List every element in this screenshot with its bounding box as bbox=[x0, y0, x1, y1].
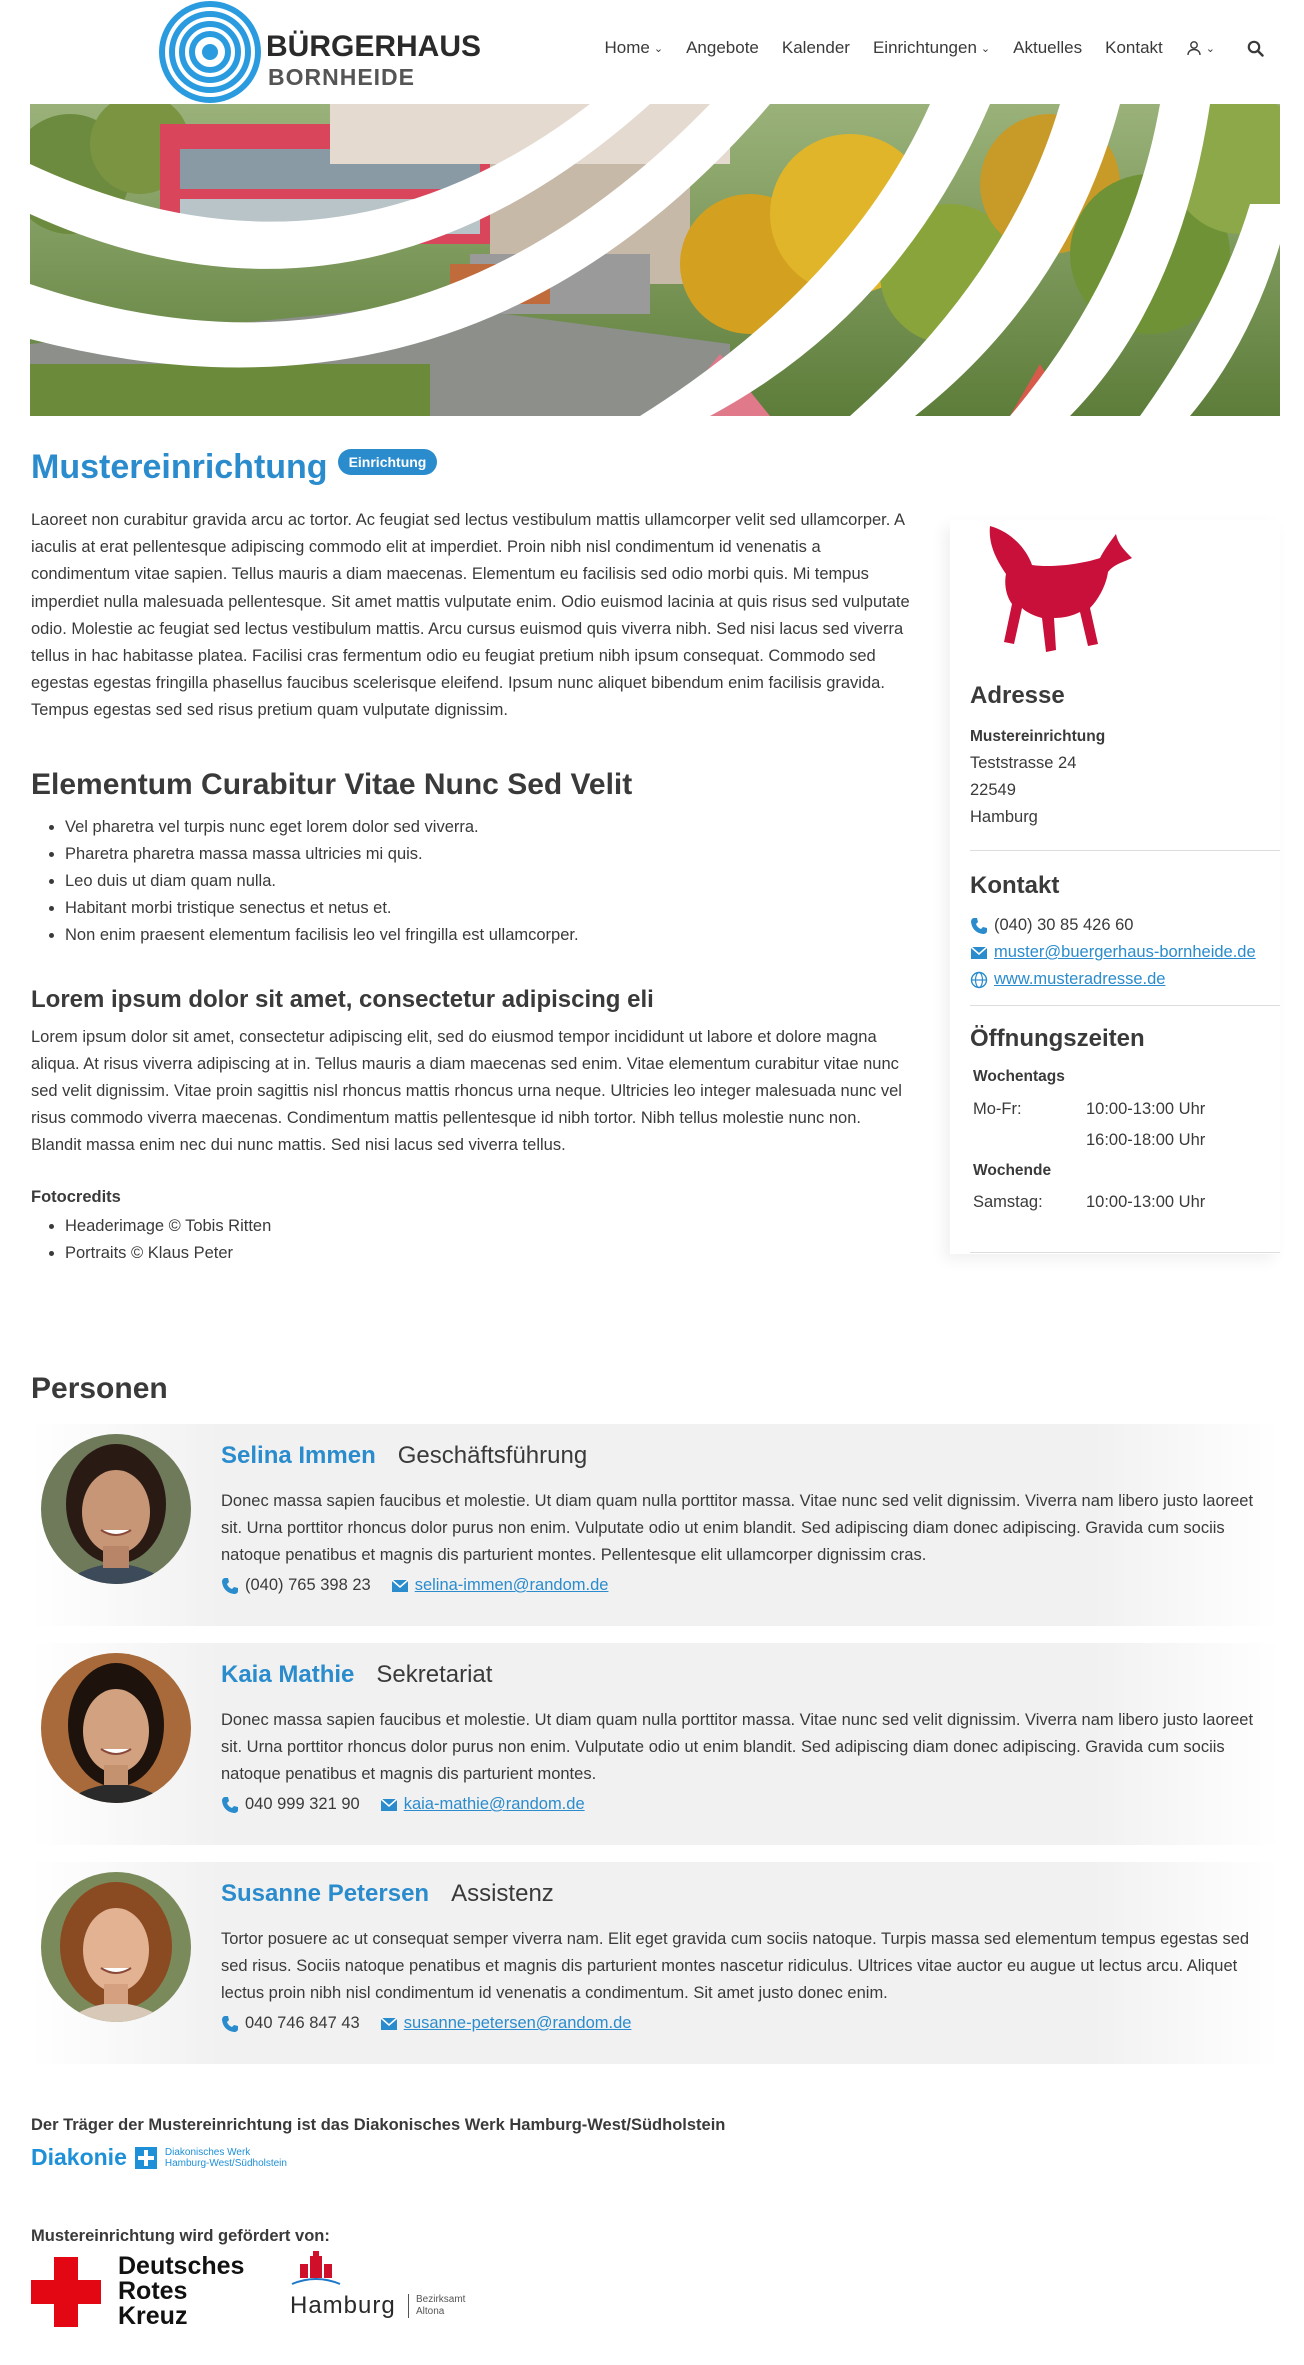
contact-email[interactable] bbox=[970, 939, 1256, 966]
person-name: Kaia Mathie bbox=[221, 1661, 355, 1688]
person-header bbox=[221, 1880, 554, 1908]
nav-label: Home bbox=[604, 38, 650, 57]
weekdays-label: Wochentags bbox=[973, 1068, 1065, 1085]
person-card bbox=[31, 1643, 1280, 1845]
hamburg-castle-icon bbox=[290, 2250, 342, 2286]
contact-phone[interactable] bbox=[970, 912, 1133, 939]
person-phone[interactable]: (040) 765 398 23 bbox=[245, 1576, 371, 1594]
search-button[interactable] bbox=[1247, 40, 1264, 57]
list-item: • Vel pharetra vel turpis nunc eget lorem dolor sed viverra. bbox=[65, 814, 916, 841]
address-zip: 22549 bbox=[970, 781, 1016, 799]
diakonie-sub1: Diakonisches Werk bbox=[164, 2146, 251, 2158]
person-header bbox=[221, 1442, 587, 1470]
contact-web[interactable] bbox=[970, 966, 1166, 993]
person-card bbox=[31, 1862, 1280, 2064]
weekdays-time1: 10:00-13:00 Uhr bbox=[1086, 1100, 1206, 1118]
credits-list bbox=[31, 1213, 916, 1267]
portrait-image bbox=[41, 1434, 191, 1584]
red-cross-icon bbox=[31, 2257, 101, 2327]
chevron-down-icon: ⌄ bbox=[980, 42, 991, 55]
diakonie-logo[interactable] bbox=[31, 2144, 287, 2171]
divider bbox=[408, 2294, 409, 2318]
main-content bbox=[31, 448, 916, 1267]
list-item: • Non enim praesent elementum facilisis leo vel fringilla est ullamcorper. bbox=[65, 922, 916, 949]
nav-label: Aktuelles bbox=[1013, 38, 1083, 57]
nav-item-angebote[interactable] bbox=[686, 38, 759, 58]
nav-label: Kontakt bbox=[1105, 38, 1163, 57]
person-role: Geschäftsführung bbox=[397, 1442, 588, 1469]
diakonie-wordmark: Diakonie bbox=[31, 2144, 127, 2170]
nav-item-home[interactable] bbox=[605, 38, 664, 58]
web-link[interactable]: www.musteradresse.de bbox=[994, 970, 1166, 988]
logo-line1: BÜRGERHAUS bbox=[266, 30, 482, 63]
list-item: • Habitant morbi tristique senectus et netus et. bbox=[65, 895, 916, 922]
list-item: • Leo duis ut diam quam nulla. bbox=[65, 868, 916, 895]
fox-logo bbox=[972, 520, 1132, 660]
category-badge[interactable]: Einrichtung bbox=[338, 449, 438, 475]
nav-label: Angebote bbox=[686, 38, 759, 57]
hamburg-logo[interactable] bbox=[290, 2250, 510, 2330]
weekdays-time2: 16:00-18:00 Uhr bbox=[1086, 1131, 1206, 1149]
nav-item-kalender[interactable] bbox=[782, 38, 850, 58]
diakonie-cross-icon bbox=[135, 2147, 157, 2169]
drk-line2: Rotes bbox=[118, 2277, 188, 2305]
person-phone[interactable]: 040 746 847 43 bbox=[245, 2014, 360, 2032]
person-name: Susanne Petersen bbox=[221, 1880, 430, 1907]
person-email[interactable]: susanne-petersen@random.de bbox=[403, 2014, 632, 2032]
chevron-down-icon: ⌄ bbox=[653, 42, 664, 55]
subsection-heading: Lorem ipsum dolor sit amet, consectetur adipiscing eli bbox=[31, 985, 654, 1013]
user-icon bbox=[1186, 40, 1202, 56]
divider bbox=[970, 1005, 1280, 1006]
person-card bbox=[31, 1424, 1280, 1626]
phone-text: (040) 30 85 426 60 bbox=[994, 916, 1134, 934]
nav-item-einrichtungen[interactable] bbox=[873, 38, 990, 58]
nav-label: Einrichtungen bbox=[872, 38, 977, 57]
weekend-day: Samstag: bbox=[973, 1193, 1043, 1211]
credits-title: Fotocredits bbox=[31, 1187, 121, 1206]
bezirksamt-line2: Altona bbox=[416, 2306, 445, 2317]
phone-icon bbox=[970, 917, 988, 935]
list-item: • Pharetra pharetra massa massa ultricies mi quis. bbox=[65, 841, 916, 868]
person-bio: Donec massa sapien faucibus et molestie. Ut diam quam nulla porttitor massa. Vitae nunc sed velit dignissim. Viverra nam libero justo laoreet sit. Urna porttitor rhoncus dolor purus non enim. Vulputate odio ut enim blandit. Sed adipiscing diam donec adipiscing. Gravida cum sociis natoque penatibus et magnis dis parturient montes. Pellentesque elit ullamcorper dignissim cras. bbox=[221, 1492, 1254, 1564]
person-role: Assistenz bbox=[451, 1880, 554, 1907]
hero-image bbox=[30, 104, 1280, 416]
weekend-time: 10:00-13:00 Uhr bbox=[1086, 1193, 1206, 1211]
drk-line1: Deutsches bbox=[118, 2252, 245, 2280]
email-link[interactable]: muster@buergerhaus-bornheide.de bbox=[994, 943, 1256, 961]
diakonie-sub2: Hamburg-West/Südholstein bbox=[164, 2157, 287, 2169]
site-header bbox=[0, 0, 1304, 104]
search-icon bbox=[1247, 40, 1264, 57]
second-paragraph: Lorem ipsum dolor sit amet, consectetur adipiscing elit, sed do eiusmod tempor incididunt ut labore et dolore magna aliqua. At risus viverra adipiscing at in. Tellus mauris a diam maecenas sed enim. Vitae elementum curabitur vitae nunc sed velit dignissim. Vitae proin sagittis nisl rhoncus mattis rhoncus urna neque. Ultricies leo integer malesuada nunc vel risus commodo viverra maecenas. Condimentum mattis pellentesque id nibh tortor. Nibh tellus molestie nunc non. Blandit massa enim nec dui nunc mattis. Sed nisi lacus sed viverra tellus. bbox=[31, 1027, 902, 1155]
nav-label: Kalender bbox=[781, 38, 850, 57]
nav-item-aktuelles[interactable] bbox=[1013, 38, 1082, 58]
list-item: • Headerimage © Tobis Ritten bbox=[65, 1213, 916, 1240]
persons-title: Personen bbox=[31, 1372, 168, 1405]
person-name: Selina Immen bbox=[221, 1442, 376, 1469]
address-street: Teststrasse 24 bbox=[970, 754, 1077, 772]
gefoerdert-text: Mustereinrichtung wird gefördert von: bbox=[31, 2227, 330, 2245]
person-contact bbox=[221, 2014, 631, 2033]
hours-title: Öffnungszeiten bbox=[970, 1025, 1145, 1052]
person-phone[interactable]: 040 999 321 90 bbox=[245, 1795, 360, 1813]
mail-icon bbox=[380, 2017, 398, 2031]
person-contact bbox=[221, 1795, 585, 1814]
drk-wordmark bbox=[118, 2254, 244, 2329]
phone-icon bbox=[221, 1796, 239, 1814]
person-bio: Tortor posuere ac ut consequat semper viverra nam. Elit eget gravida cum sociis natoque. Turpis massa sed elementum tempus egestas sed sed risus. Sociis natoque penatibus et magnis dis parturient montes nascetur ridiculus. Ultrices vitae auctor eu augue ut lectus arcu. Aliquet lectus proin nibh nisl condimentum id venenatis a condimentum. Sit amet justo donec enim. bbox=[221, 1930, 1250, 2002]
page-title: Mustereinrichtung bbox=[31, 448, 328, 486]
info-sidebar bbox=[950, 520, 1280, 1254]
avatar bbox=[41, 1653, 191, 1803]
address-name: Mustereinrichtung bbox=[970, 728, 1106, 745]
nav-item-kontakt[interactable] bbox=[1105, 38, 1163, 58]
person-email[interactable]: selina-immen@random.de bbox=[414, 1576, 609, 1594]
person-role: Sekretariat bbox=[376, 1661, 493, 1688]
divider bbox=[970, 1252, 1280, 1253]
logo-line2: BORNHEIDE bbox=[268, 64, 416, 90]
hero-illustration bbox=[30, 104, 1280, 416]
drk-logo[interactable] bbox=[31, 2254, 244, 2329]
bezirksamt-line1: Bezirksamt bbox=[416, 2294, 466, 2305]
hamburg-wordmark: Hamburg bbox=[290, 2292, 396, 2319]
address-city: Hamburg bbox=[970, 808, 1038, 826]
weekend-label: Wochende bbox=[973, 1162, 1052, 1179]
chevron-down-icon: ⌄ bbox=[1205, 42, 1215, 55]
weekdays-day: Mo-Fr: bbox=[973, 1100, 1022, 1118]
phone-icon bbox=[221, 2015, 239, 2033]
avatar bbox=[41, 1434, 191, 1584]
mail-icon bbox=[970, 946, 988, 960]
section-heading: Elementum Curabitur Vitae Nunc Sed Velit bbox=[31, 767, 633, 801]
portrait-image bbox=[41, 1872, 191, 2022]
mail-icon bbox=[391, 1579, 409, 1593]
user-menu[interactable] bbox=[1186, 40, 1215, 56]
address-title: Adresse bbox=[970, 682, 1065, 709]
portrait-image bbox=[41, 1653, 191, 1803]
contact-title: Kontakt bbox=[970, 872, 1060, 899]
list-item: • Portraits © Klaus Peter bbox=[65, 1240, 916, 1267]
divider bbox=[970, 850, 1280, 851]
avatar bbox=[41, 1872, 191, 2022]
bezirksamt-label bbox=[416, 2294, 465, 2318]
phone-icon bbox=[221, 1577, 239, 1595]
intro-paragraph: Laoreet non curabitur gravida arcu ac tortor. Ac feugiat sed lectus vestibulum mattis ullamcorper velit sed ullamcorper. A iaculis at erat pellentesque adipiscing commodo elit at imperdiet. Proin nibh nisl condimentum id venenatis a condimentum vitae sapien. Tellus mauris a diam maecenas. Elementum eu facilisis sed odio morbi quis. Mi tempus imperdiet nulla malesuada pellentesque. Sit amet mattis vulputate enim. Odio euismod lacinia at quis risus sed vulputate odio. Molestie ac feugiat sed lectus vestibulum mattis. Arcu cursus euismod quis viverra nibh. Sed nisi lacus sed viverra tellus in hac habitasse platea. Facilisi cras fermentum odio eu feugiat pretium nibh ipsum consequat. Commodo sed egestas egestas fringilla phasellus faucibus scelerisque eleifend. Ipsum nunc aliquet bibendum enim facilisis gravida. Tempus egestas sed sed risus pretium quam vulputate dignissim. bbox=[31, 511, 910, 720]
person-header bbox=[221, 1661, 492, 1689]
site-logo[interactable] bbox=[158, 0, 482, 104]
globe-icon bbox=[970, 971, 988, 989]
diakonie-subtitle bbox=[165, 2147, 287, 2169]
person-bio: Donec massa sapien faucibus et molestie. Ut diam quam nulla porttitor massa. Vitae nunc sed velit dignissim. Viverra nam libero justo laoreet sit. Urna porttitor rhoncus dolor purus non enim. Vulputate odio ut enim blandit. Sed adipiscing diam donec adipiscing. Gravida cum sociis natoque penatibus et magnis dis parturient montes. bbox=[221, 1711, 1254, 1783]
drk-line3: Kreuz bbox=[118, 2302, 188, 2330]
traeger-text: Der Träger der Mustereinrichtung ist das Diakonisches Werk Hamburg-West/Südholstein bbox=[31, 2116, 726, 2134]
person-email[interactable]: kaia-mathie@random.de bbox=[403, 1795, 585, 1813]
bullet-list bbox=[31, 814, 916, 950]
person-contact bbox=[221, 1576, 608, 1595]
title-row bbox=[31, 448, 916, 487]
logo-rings-icon bbox=[158, 0, 268, 104]
main-nav bbox=[582, 38, 1264, 58]
mail-icon bbox=[380, 1798, 398, 1812]
